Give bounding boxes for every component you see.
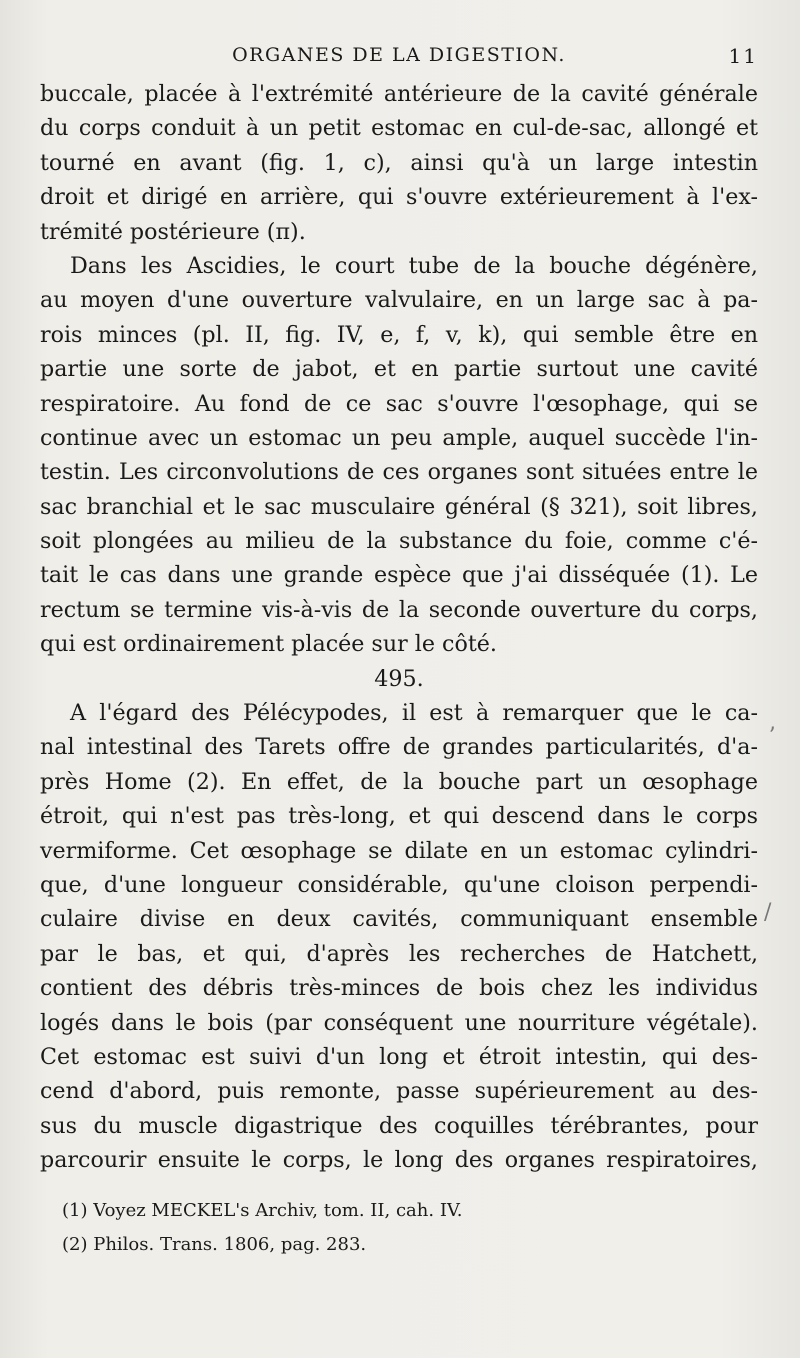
text-line: Dans les Ascidies, le court tube de la bouche dégénère, bbox=[70, 252, 758, 279]
text-line: testin. Les circonvolutions de ces organes sont situées entre le bbox=[40, 459, 758, 486]
text-line: par le bas, et qui, d'après les recherches de Hatchett, bbox=[40, 940, 758, 967]
text-line: rectum se termine vis-à-vis de la seconde ouverture du corps, bbox=[40, 596, 758, 623]
text-line: nal intestinal des Tarets offre de grandes particularités, d'a- bbox=[40, 734, 758, 761]
footnote: (1) Voyez MECKEL's Archiv, tom. II, cah. IV. bbox=[62, 1200, 463, 1221]
text-line: respiratoire. Au fond de ce sac s'ouvre l'œsophage, qui se bbox=[40, 390, 758, 417]
text-line: soit plongées au milieu de la substance du foie, comme c'é- bbox=[40, 528, 758, 555]
text-line: tourné en avant (fig. 1, c), ainsi qu'à un large intestin bbox=[40, 149, 758, 176]
text-line: sac branchial et le sac musculaire général (§ 321), soit libres, bbox=[40, 493, 758, 520]
text-line: du corps conduit à un petit estomac en cul-de-sac, allongé et bbox=[40, 115, 758, 142]
text-line: logés dans le bois (par conséquent une nourriture végétale). bbox=[40, 1009, 758, 1036]
body-text bbox=[40, 77, 758, 1178]
text-line: buccale, placée à l'extrémité antérieure de la cavité générale bbox=[40, 81, 758, 107]
text-line: étroit, qui n'est pas très-long, et qui descend dans le corps bbox=[40, 803, 758, 830]
text-line: tait le cas dans une grande espèce que j'ai disséquée (1). Le bbox=[40, 562, 758, 589]
text-line: au moyen d'une ouverture valvulaire, en un large sac à pa- bbox=[40, 287, 758, 314]
text-line: partie une sorte de jabot, et en partie surtout une cavité bbox=[40, 356, 758, 383]
page-number: 11 bbox=[728, 44, 758, 68]
text-line: A l'égard des Pélécypodes, il est à remarquer que le ca- bbox=[70, 700, 758, 727]
text-line: près Home (2). En effet, de la bouche part un œsophage bbox=[40, 768, 758, 795]
section-number: 495. bbox=[374, 665, 424, 692]
text-line: contient des débris très-minces de bois chez les individus bbox=[40, 975, 758, 1002]
text-line: que, d'une longueur considérable, qu'une cloison perpendi- bbox=[40, 871, 758, 898]
text-line: culaire divise en deux cavités, communiquant ensemble bbox=[40, 906, 758, 933]
text-line: cend d'abord, puis remonte, passe supérieurement au des- bbox=[40, 1078, 758, 1105]
page-header bbox=[40, 44, 758, 74]
text-line: sus du muscle digastrique des coquilles térébrantes, pour bbox=[40, 1112, 758, 1139]
text-line: qui est ordinairement placée sur le côté. bbox=[40, 631, 497, 658]
text-line: continue avec un estomac un peu ample, auquel succède l'in- bbox=[40, 424, 758, 451]
text-line: Cet estomac est suivi d'un long et étroit intestin, qui des- bbox=[40, 1043, 758, 1070]
text-line: parcourir ensuite le corps, le long des organes respiratoires, bbox=[40, 1147, 758, 1174]
margin-tick-mark: ʼ bbox=[768, 724, 775, 749]
running-title: ORGANES DE LA DIGESTION. bbox=[232, 44, 566, 66]
margin-tick-mark: / bbox=[764, 900, 772, 925]
footnote: (2) Philos. Trans. 1806, pag. 283. bbox=[62, 1234, 367, 1255]
footnotes bbox=[62, 1194, 463, 1262]
text-line: trémité postérieure (π). bbox=[40, 218, 306, 245]
text-line: rois minces (pl. II, fig. IV, e, f, v, k), qui semble être en bbox=[40, 321, 758, 348]
text-line: droit et dirigé en arrière, qui s'ouvre extérieurement à l'ex- bbox=[40, 184, 758, 211]
text-line: vermiforme. Cet œsophage se dilate en un estomac cylindri- bbox=[40, 837, 758, 864]
